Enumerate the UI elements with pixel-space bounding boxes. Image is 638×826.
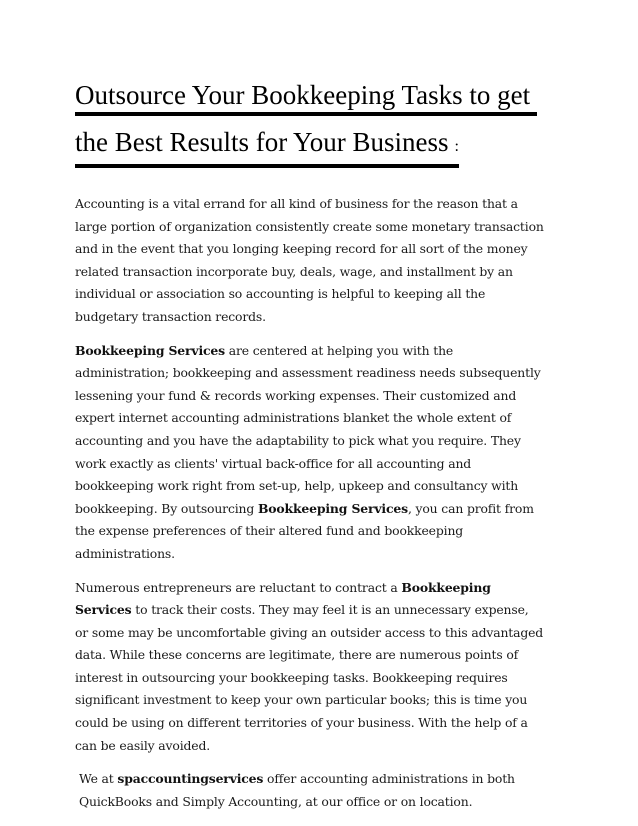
paragraph-text: are centered at helping you with the administration; bookkeeping and assessment readiness needs subsequently lessening your fund & records working expenses. Their customized and expert internet accounting administrations blanket the whole extent of accounting and you have the adaptability to pick what you require. They work exactly as clients' virtual back-office for all accounting and bookkeeping work right from set-up, help, upkeep and consultancy with bookkeeping. By outsourcing — [75, 342, 541, 516]
paragraph-2 — [75, 340, 545, 566]
paragraph-text: Numerous entrepreneurs are reluctant to contract a — [75, 579, 402, 595]
paragraph-3 — [75, 577, 545, 758]
document-title-mark: : — [454, 138, 459, 155]
document-title-text: the Best Results for Your Business — [75, 127, 449, 157]
bold-term: spaccountingservices — [117, 771, 264, 787]
paragraph-text: to track their costs. They may feel it is an unnecessary expense, or some may be uncomfortable giving an outsider access to this advantaged data. While these concerns are legitimate, there are numerous points of interest in outsourcing your bookkeeping tasks. Bookkeeping requires significant investment to keep your own particular books; this is time you could be using on different territories of your business. With the help of a can be easily avoided. — [75, 602, 544, 753]
bold-term: Bookkeeping Services — [75, 579, 491, 618]
paragraph-1: Accounting is a vital errand for all kind of business for the reason that a large portion of organization consistently create some monetary transaction and in the event that you longing keeping record for all sort of the money related transaction incorporate buy, deals, wage, and installment by an individual or association so accounting is helpful to keeping all the budgetary transaction records. — [75, 196, 544, 324]
document-title-line-2 — [75, 125, 459, 168]
paragraph-text: We at — [79, 771, 118, 787]
bold-term: Bookkeeping Services — [257, 500, 408, 516]
paragraph-4 — [75, 768, 545, 813]
document-title-line-1: Outsource Your Bookkeeping Tasks to get — [75, 78, 537, 116]
bold-term: Bookkeeping Services — [75, 342, 225, 358]
paragraph-text: offer accounting administrations in both QuickBooks and Simply Accounting, at our office or on location. — [79, 771, 515, 809]
paragraph-text: , you can profit from the expense preferences of their altered fund and bookkeeping administrations. — [75, 500, 534, 561]
document-body — [75, 193, 545, 813]
document-page — [75, 78, 545, 824]
